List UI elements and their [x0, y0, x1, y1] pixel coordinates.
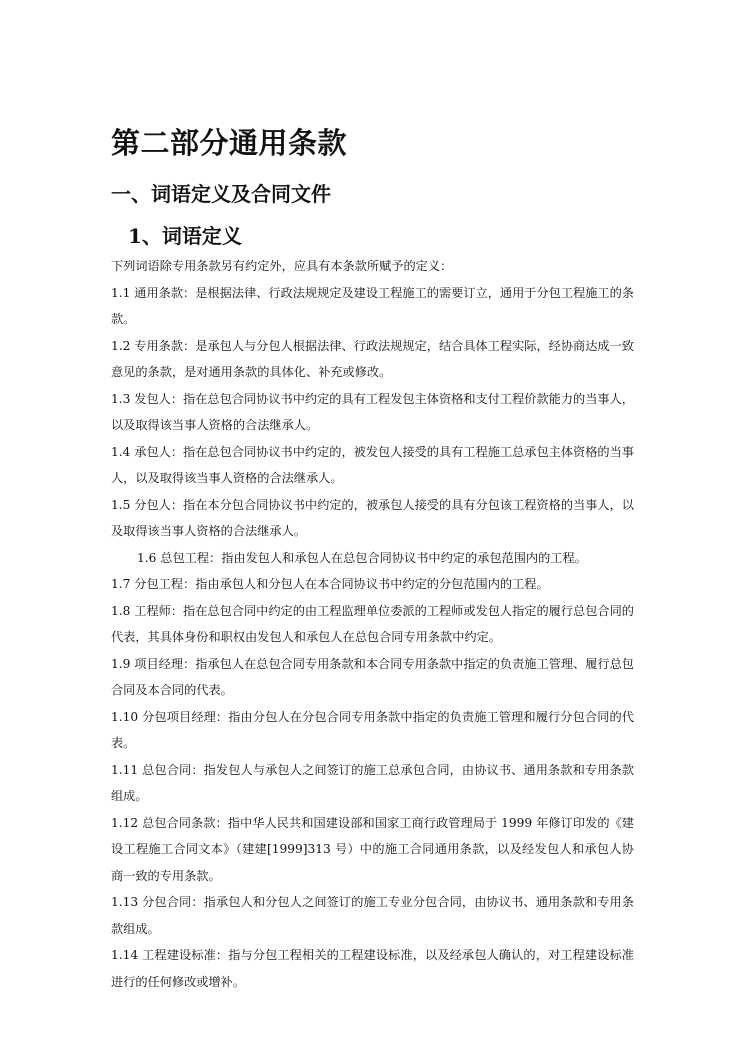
clause-1-14: 1.14 工程建设标准：指与分包工程相关的工程建设标准，以及经承包人确认的，对工程建设标准进行的任何修改或增补。: [111, 948, 634, 989]
intro-paragraph: 下列词语除专用条款另有约定外，应具有本条款所赋予的定义：: [111, 259, 453, 273]
clause-1-13: 1.13 分包合同：指承包人和分包人之间签订的施工专业分包合同，由协议书、通用条款和专用条款组成。: [111, 895, 634, 936]
section-title: 一、词语定义及合同文件: [111, 182, 331, 206]
clause-1-1: 1.1 通用条款：是根据法律、行政法规规定及建设工程施工的需要订立，通用于分包工程施工的条款。: [111, 285, 634, 326]
clause-1-7: 1.7 分包工程：指由承包人和分包人在本合同协议书中约定的分包范围内的工程。: [111, 577, 549, 591]
clause-1-9: 1.9 项目经理：指承包人在总包合同专用条款和本合同专用条款中指定的负责施工管理、履行总包合同及本合同的代表。: [111, 656, 634, 697]
clause-1-6: 1.6 总包工程：指由发包人和承包人在总包合同协议书中约定的承包范围内的工程。: [137, 550, 587, 565]
clause-1-2: 1.2 专用条款：是承包人与分包人根据法律、行政法规规定，结合具体工程实际，经协商达成一致意见的条款，是对通用条款的具体化、补充或修改。: [111, 338, 634, 379]
clause-1-8: 1.8 工程师：指在总包合同中约定的由工程监理单位委派的工程师或发包人指定的履行总包合同的代表，其具体身份和职权由发包人和承包人在总包合同专用条款中约定。: [111, 603, 634, 644]
clause-1-12: 1.12 总包合同条款：指中华人民共和国建设部和国家工商行政管理局于 1999 年修订印发的《建设工程施工合同文本》（建建[1999]313 号）中的施工合同通用条款，以及经发包人和承包人协商一致的专用条款。: [111, 815, 634, 883]
definitions-body: [111, 253, 634, 995]
clause-1-10: 1.10 分包项目经理：指由分包人在分包合同专用条款中指定的负责施工管理和履行分包合同的代表。: [111, 709, 634, 750]
part-title: 第二部分通用条款: [111, 126, 348, 160]
clause-1-4: 1.4 承包人：指在总包合同协议书中约定的，被发包人接受的具有工程施工总承包主体资格的当事人，以及取得该当事人资格的合法继承人。: [111, 444, 634, 485]
clause-1-11: 1.11 总包合同：指发包人与承包人之间签订的施工总承包合同，由协议书、通用条款和专用条款组成。: [111, 762, 634, 803]
clause-1-3: 1.3 发包人：指在总包合同协议书中约定的具有工程发包主体资格和支付工程价款能力的当事人，以及取得该当事人资格的合法继承人。: [111, 391, 634, 432]
clause-1-5: 1.5 分包人：指在本分包合同协议书中约定的，被承包人接受的具有分包该工程资格的当事人，以及取得该当事人资格的合法继承人。: [111, 497, 634, 538]
subsection-title: 1、词语定义: [128, 224, 242, 248]
